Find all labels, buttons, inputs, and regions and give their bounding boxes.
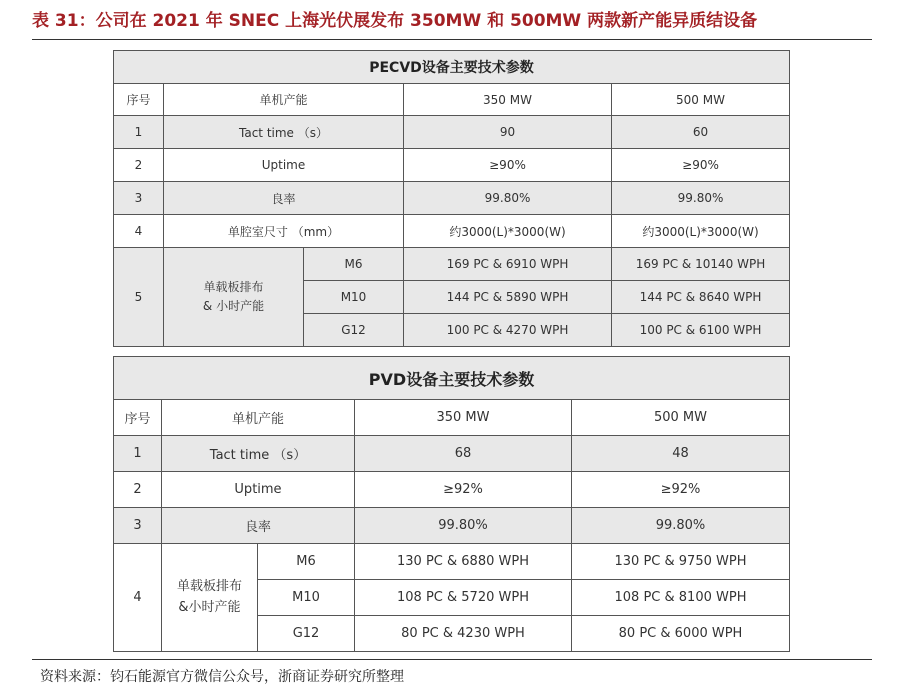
table-row: [114, 149, 790, 182]
row-item: 良率: [162, 508, 355, 544]
row-value-350: 144 PC & 5890 WPH: [404, 281, 612, 314]
row-no: 4: [114, 544, 162, 652]
header-col2: 500 MW: [572, 400, 790, 436]
table-row: [114, 472, 790, 508]
row-value-350: 100 PC & 4270 WPH: [404, 314, 612, 347]
pecvd-header-row: [114, 84, 790, 116]
figure-title: 表 31：公司在 2021 年 SNEC 上海光伏展发布 350MW 和 500MW 两款新产能异质结设备: [32, 11, 758, 31]
sub-item-name: M10: [304, 281, 404, 314]
row-no: 3: [114, 508, 162, 544]
row-item: Uptime: [164, 149, 404, 182]
sub-item-name: M6: [304, 248, 404, 281]
row-value-350: 99.80%: [355, 508, 572, 544]
sub-item-name: M10: [258, 580, 355, 616]
row-value-350: 108 PC & 5720 WPH: [355, 580, 572, 616]
row-value-500: ≥90%: [612, 149, 790, 182]
sub-item-name: G12: [304, 314, 404, 347]
group-label-line2: & 小时产能: [202, 299, 265, 313]
row-value-500: 144 PC & 8640 WPH: [612, 281, 790, 314]
row-value-500: 108 PC & 8100 WPH: [572, 580, 790, 616]
header-col1: 350 MW: [355, 400, 572, 436]
row-value-350: 99.80%: [404, 182, 612, 215]
row-value-500: 60: [612, 116, 790, 149]
table-row: [114, 116, 790, 149]
sub-item-name: G12: [258, 616, 355, 652]
row-item: Tact time （s）: [164, 116, 404, 149]
group-label-line2: &小时产能: [178, 599, 241, 615]
header-col1: 350 MW: [404, 84, 612, 116]
row-value-500: 100 PC & 6100 WPH: [612, 314, 790, 347]
row-no: 5: [114, 248, 164, 347]
pvd-table-title: PVD设备主要技术参数: [114, 357, 790, 400]
row-value-350: 约3000(L)*3000(W): [404, 215, 612, 248]
row-value-350: ≥92%: [355, 472, 572, 508]
header-no: 序号: [114, 400, 162, 436]
row-value-500: 99.80%: [612, 182, 790, 215]
header-item: 单机产能: [164, 84, 404, 116]
row-no: 4: [114, 215, 164, 248]
table-row: [114, 215, 790, 248]
table-row: [114, 436, 790, 472]
row-value-500: 约3000(L)*3000(W): [612, 215, 790, 248]
row-no: 2: [114, 149, 164, 182]
footer-divider: [32, 659, 872, 660]
row-value-500: ≥92%: [572, 472, 790, 508]
pvd-spec-table: [113, 356, 790, 652]
table-row: [114, 182, 790, 215]
row-no: 3: [114, 182, 164, 215]
row-item: 良率: [164, 182, 404, 215]
pvd-header-row: [114, 400, 790, 436]
row-value-350: 68: [355, 436, 572, 472]
row-item: Tact time （s）: [162, 436, 355, 472]
row-value-350: 90: [404, 116, 612, 149]
row-value-350: 80 PC & 4230 WPH: [355, 616, 572, 652]
row-no: 1: [114, 436, 162, 472]
row-value-500: 99.80%: [572, 508, 790, 544]
group-label: [162, 544, 258, 652]
row-value-350: 169 PC & 6910 WPH: [404, 248, 612, 281]
row-item: 单腔室尺寸 （mm）: [164, 215, 404, 248]
header-col2: 500 MW: [612, 84, 790, 116]
header-item: 单机产能: [162, 400, 355, 436]
group-label-line1: 单载板排布: [176, 579, 242, 595]
row-value-350: 130 PC & 6880 WPH: [355, 544, 572, 580]
sub-item-name: M6: [258, 544, 355, 580]
row-value-500: 48: [572, 436, 790, 472]
row-no: 1: [114, 116, 164, 149]
row-value-500: 169 PC & 10140 WPH: [612, 248, 790, 281]
table-row: [114, 544, 790, 580]
pecvd-table-title: PECVD设备主要技术参数: [114, 51, 790, 84]
table-row: [114, 248, 790, 281]
source-note: 资料来源：钧石能源官方微信公众号，浙商证券研究所整理: [40, 669, 404, 685]
pecvd-spec-table: [113, 50, 790, 347]
row-value-350: ≥90%: [404, 149, 612, 182]
group-label: [164, 248, 304, 347]
row-value-500: 130 PC & 9750 WPH: [572, 544, 790, 580]
title-divider: [32, 39, 872, 40]
row-no: 2: [114, 472, 162, 508]
row-item: Uptime: [162, 472, 355, 508]
header-no: 序号: [114, 84, 164, 116]
table-row: [114, 508, 790, 544]
group-label-line1: 单载板排布: [203, 280, 264, 295]
row-value-500: 80 PC & 6000 WPH: [572, 616, 790, 652]
